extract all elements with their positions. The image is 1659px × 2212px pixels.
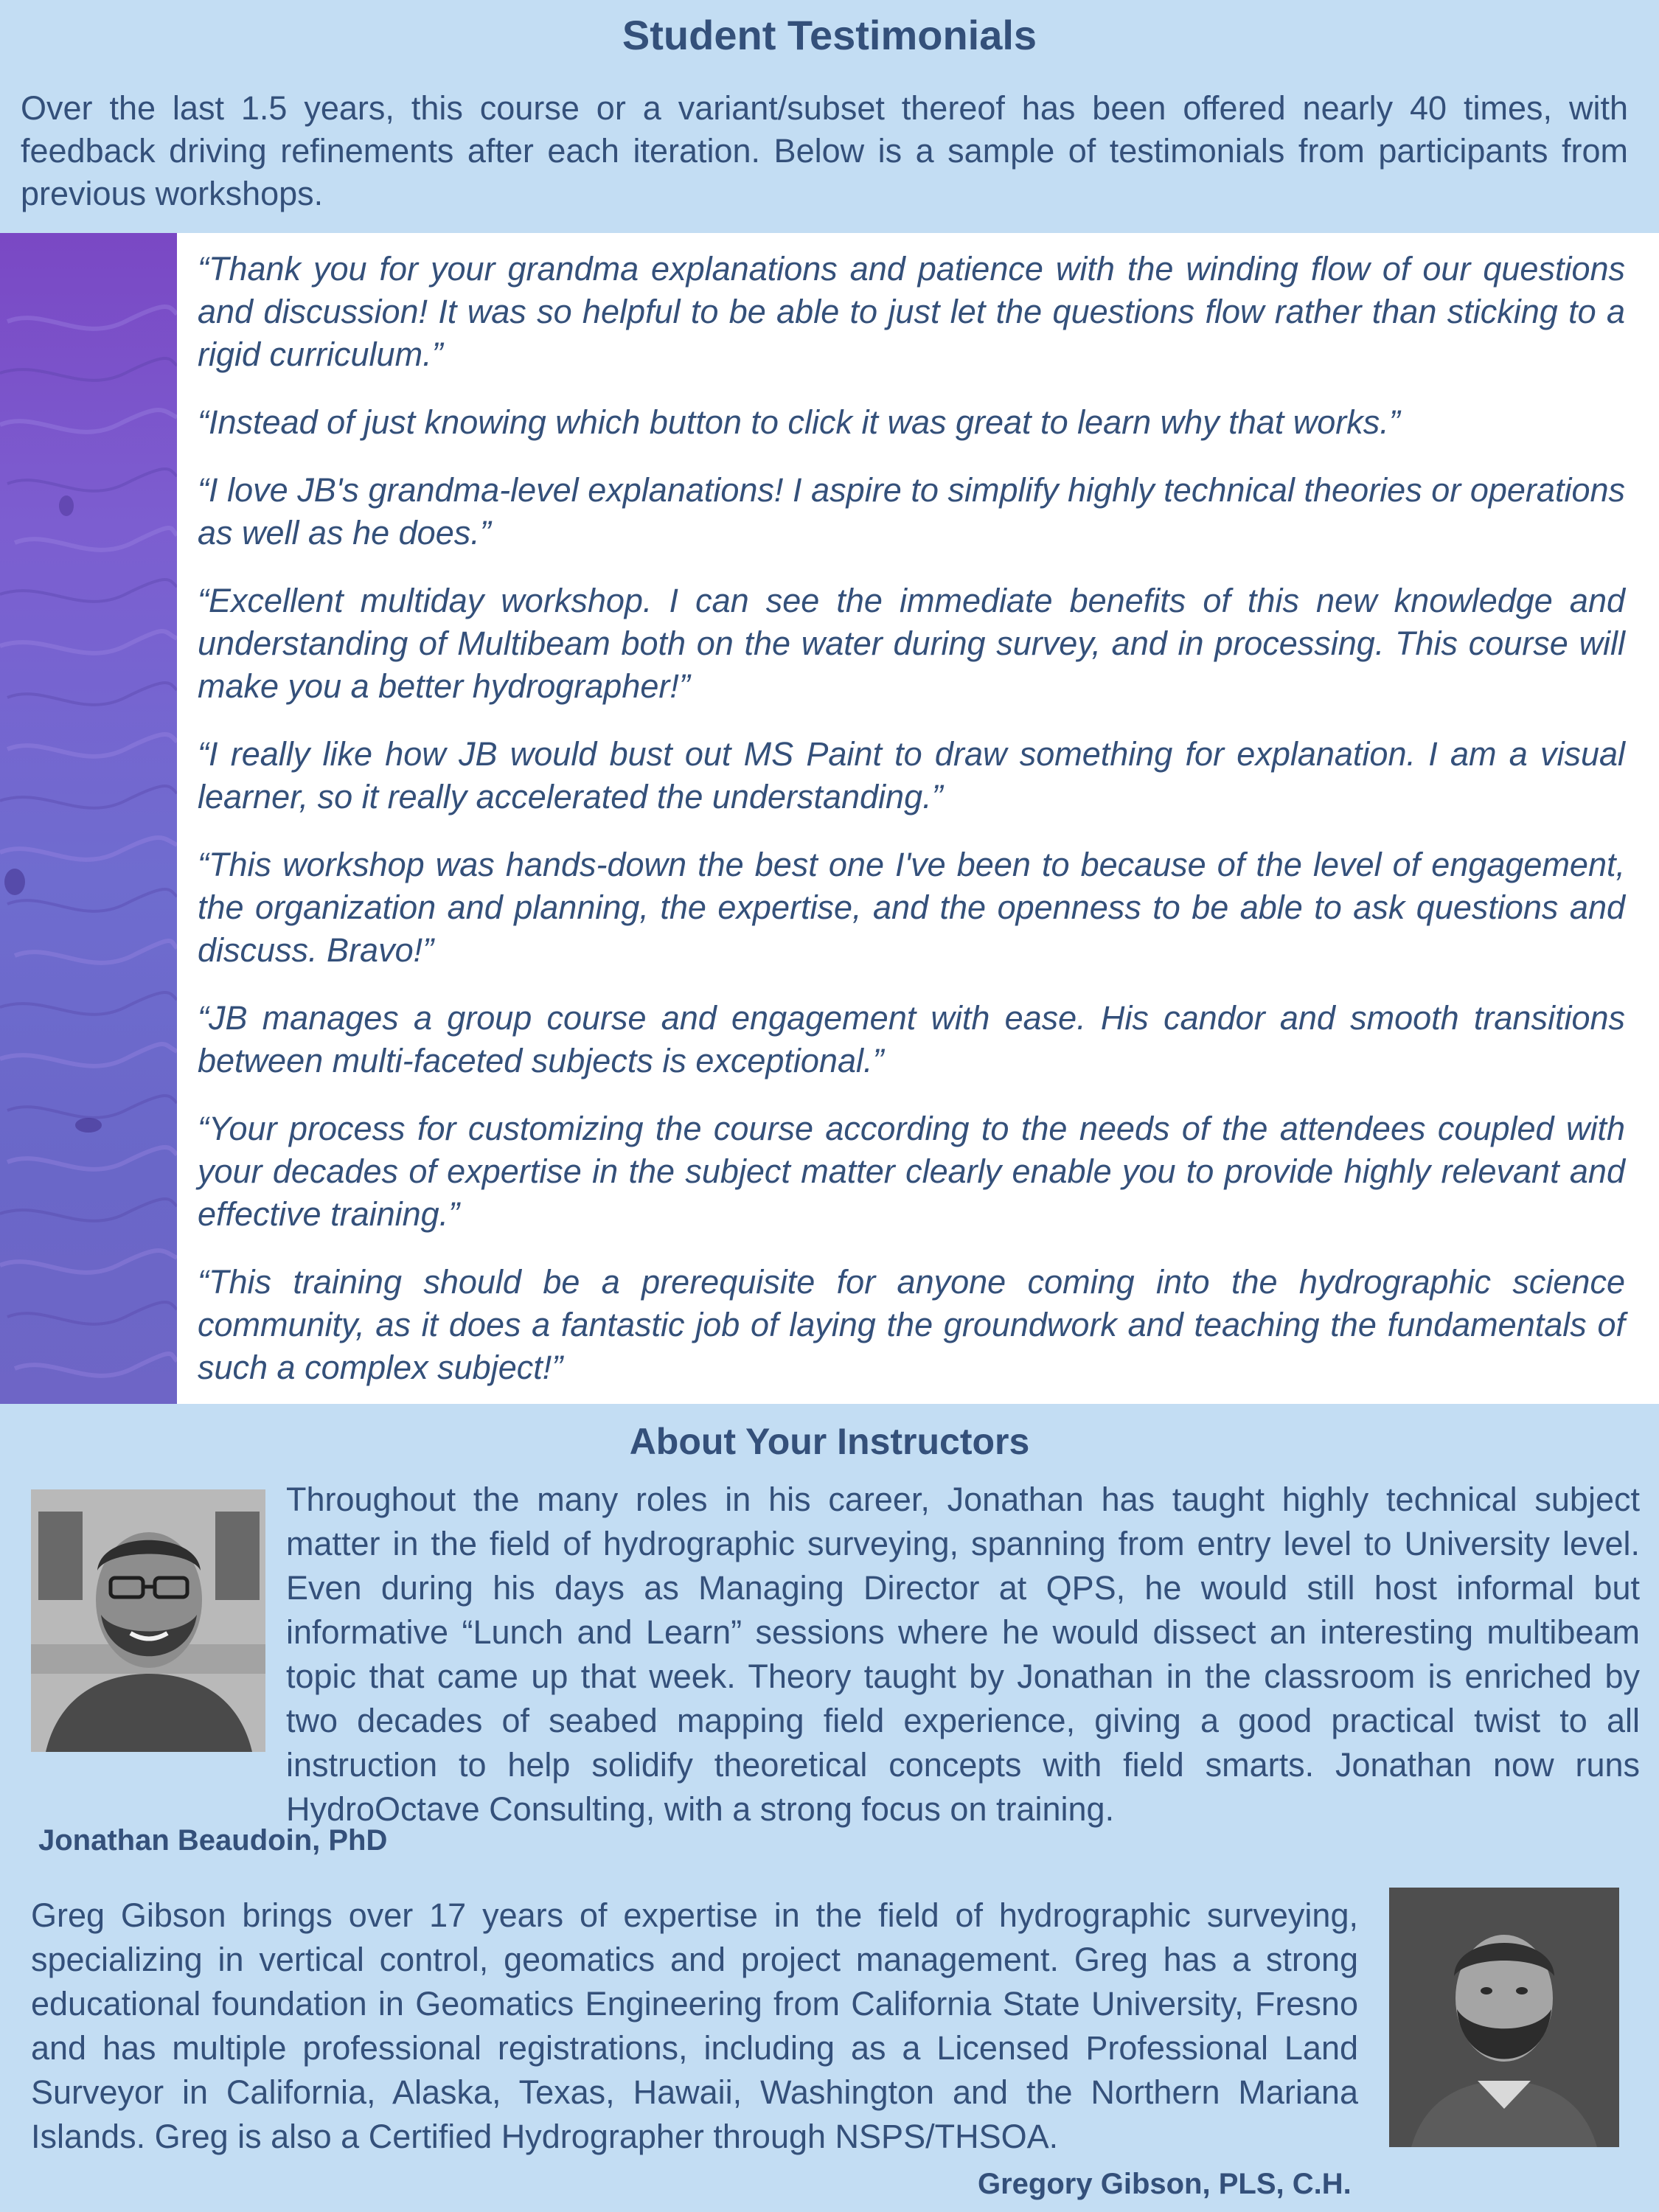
instructor2-bio: Greg Gibson brings over 17 years of expertise in the field of hydrographic surveying, specializing in vertical control, geomatics and project management. Greg has a strong educational foundation in Geomatics Engineering from California State University, Fresno and has multiple professional registrations, including as a Licensed Professional Land Surveyor in California, Alaska, Texas, Hawaii, Washington and the Northern Mariana Islands. Greg is also a Certified Hydrographer through NSPS/THSOA.: [31, 1896, 1358, 2155]
seabed-image: [0, 233, 177, 1404]
seabed-texture: [0, 233, 177, 1404]
testimonial-quote: “JB manages a group course and engagement with ease. His candor and smooth transitions between multi-faceted subjects is exceptional.”: [198, 999, 1625, 1079]
testimonial-quote: “I really like how JB would bust out MS Paint to draw something for explanation. I am a visual learner, so it really accelerated the understanding.”: [198, 735, 1625, 815]
testimonials-section: [0, 233, 1659, 1404]
testimonial-quote: “Excellent multiday workshop. I can see the immediate benefits of this new knowledge and understanding of Multibeam both on the water during survey, and in processing. This course will make you a better hydrographer!”: [198, 582, 1625, 705]
intro-paragraph: Over the last 1.5 years, this course or a variant/subset thereof has been offered nearly 40 times, with feedback driving refinements after each iteration. Below is a sample of testimonials from participants from previous workshops.: [21, 89, 1628, 212]
testimonial-quote: “This workshop was hands-down the best one I've been to because of the level of engagement, the organization and planning, the expertise, and the openness to be able to ask questions and discuss. Bravo!”: [198, 846, 1625, 969]
testimonial-quote: “Instead of just knowing which button to click it was great to learn why that works.”: [198, 403, 1400, 441]
testimonial-quote: “I love JB's grandma-level explanations! I aspire to simplify highly technical theories or operations as well as he does.”: [198, 471, 1625, 552]
instructor1-photo: [31, 1489, 265, 1752]
header-section: [0, 0, 1659, 233]
testimonial-list: [198, 248, 1625, 1414]
instructor2-name: Gregory Gibson, PLS, C.H.: [978, 2168, 1352, 2200]
testimonial-quote: “Your process for customizing the course according to the needs of the attendees coupled with your decades of expertise in the subject matter clearly enable you to provide highly relevant and effective training.”: [198, 1110, 1625, 1233]
testimonial-quote: “This training should be a prerequisite for anyone coming into the hydrographic science community, as it does a fantastic job of laying the groundwork and teaching the fundamentals of such a complex subject!”: [198, 1263, 1625, 1386]
instructor2-portrait-graphic: [1389, 1888, 1619, 2147]
instructors-section: [0, 1404, 1659, 2212]
instructor1-portrait-graphic: [31, 1489, 265, 1752]
testimonial-quote: “Thank you for your grandma explanations and patience with the winding flow of our questions and discussion! It was so helpful to be able to just let the questions flow rather than sticking to a rigid curriculum.”: [198, 250, 1625, 373]
page-title: Student Testimonials: [622, 12, 1037, 58]
instructor1-bio: Throughout the many roles in his career, Jonathan has taught highly technical subject matter in the field of hydrographic surveying, spanning from entry level to University level. Even during his days as Managing Director at QPS, he would still host informal but informative “Lunch and Learn” sessions where he would dissect an interesting multibeam topic that came up that week. Theory taught by Jonathan in the classroom is enriched by two decades of seabed mapping field experience, giving a good practical twist to all instruction to help solidify theoretical concepts with field smarts. Jonathan now runs HydroOctave Consulting, with a strong focus on training.: [286, 1481, 1640, 1828]
instructor1-name: Jonathan Beaudoin, PhD: [38, 1824, 388, 1857]
instructor2-photo: [1389, 1888, 1619, 2147]
instructors-heading: About Your Instructors: [629, 1421, 1030, 1462]
